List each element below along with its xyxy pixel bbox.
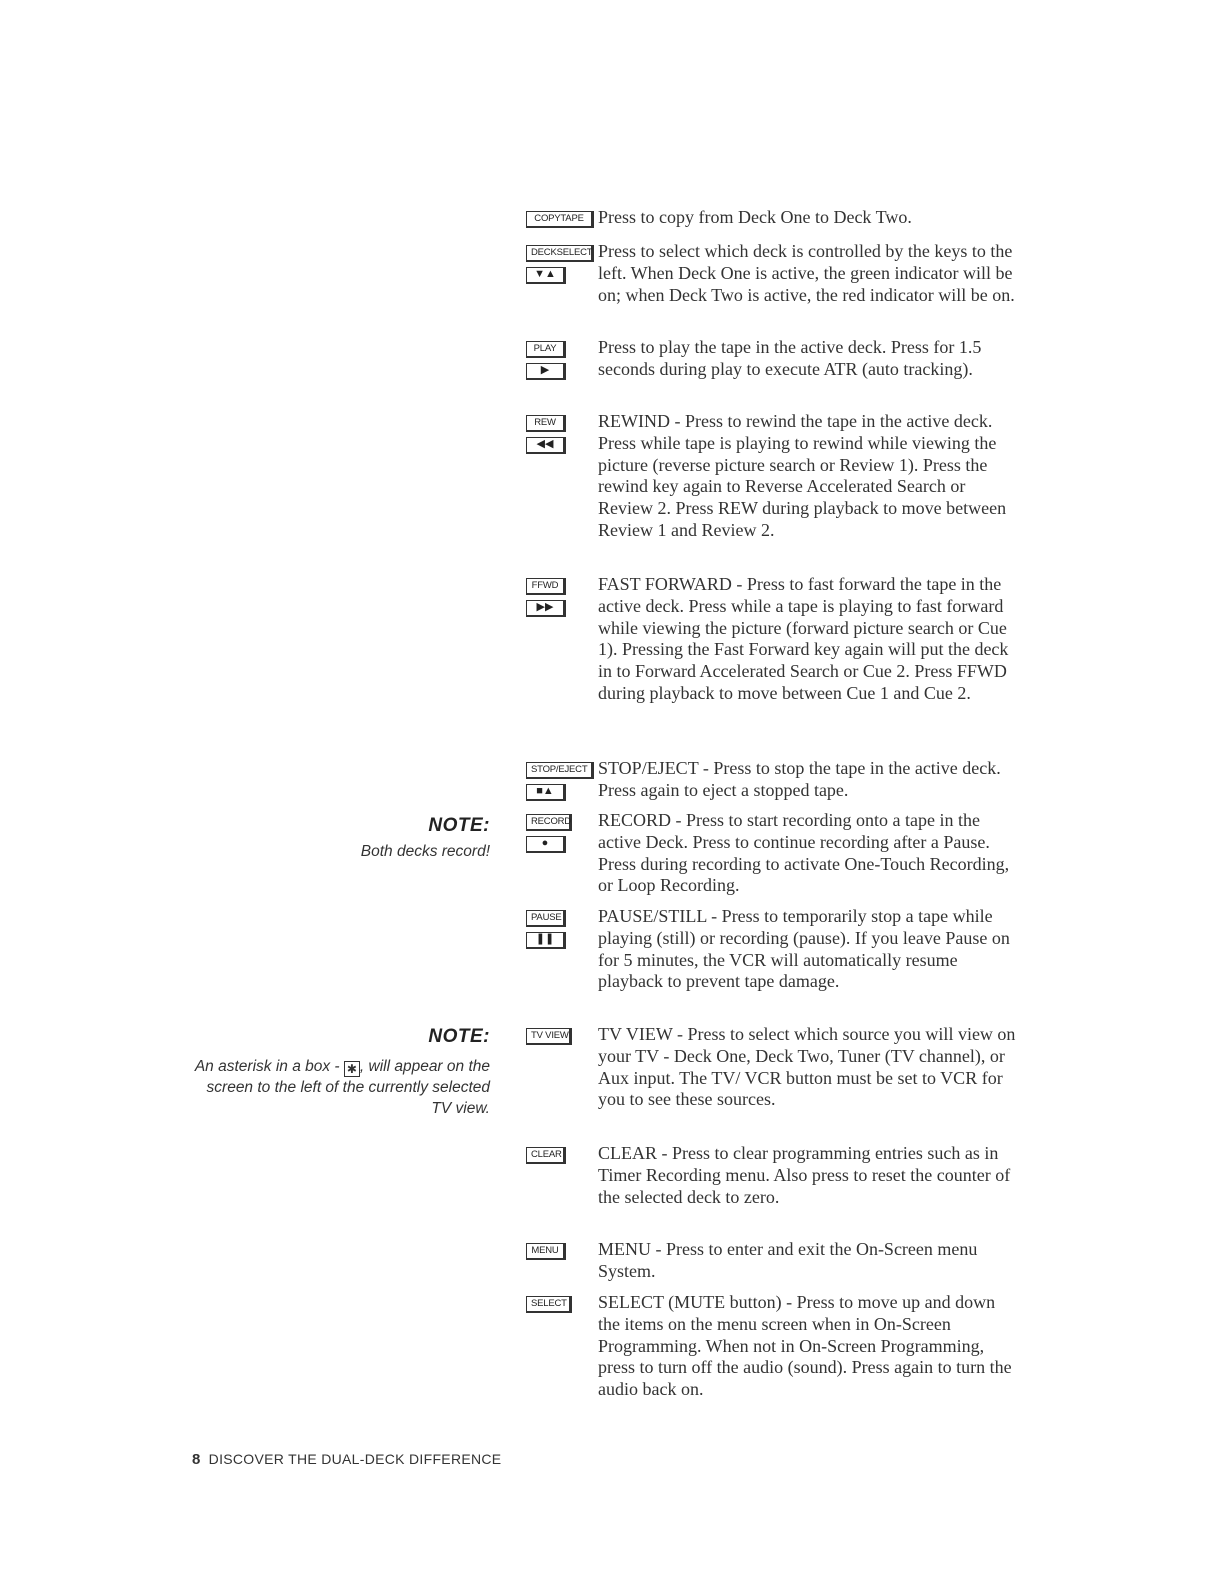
entry-text: Press to select which deck is controlled by the keys to the left. When Deck One is active, the green indicator will be on; when Deck Two is active, the red indicator will be on. xyxy=(598,241,1015,305)
rew-key: REW xyxy=(526,415,566,432)
stop-eject-icon: ■▲ xyxy=(526,784,566,801)
entry-text: FAST FORWARD - Press to fast forward the tape in the active deck. Press while a tape is playing to fast forward while viewing the picture (forward picture search or Cue 1). Pressing the Fast Forward key again will put the deck in to Forward Accelerated Search or Cue 2. Press FFWD during playback to move between Cue 1 and Cue 2. xyxy=(598,574,1009,703)
play-key: PLAY xyxy=(526,341,566,358)
deckselect-key: DECKSELECT xyxy=(526,245,594,262)
menu-key: MENU xyxy=(526,1243,566,1260)
note-text-after: , will appear on the screen to the left of the currently selected TV view. xyxy=(206,1058,490,1117)
note-title: NOTE: xyxy=(428,1026,490,1047)
deck-arrows-icon: ▼▲ xyxy=(526,267,566,284)
tv-view-key: TV VIEW xyxy=(526,1028,572,1045)
entry-text: TV VIEW - Press to select which source you will view on your TV - Deck One, Deck Two, Tuner (TV channel), or Aux input. The TV/ VCR button must be set to VCR for you to see these sources. xyxy=(598,1024,1016,1110)
rewind-icon: ◀◀ xyxy=(526,437,566,454)
select-key: SELECT xyxy=(526,1296,572,1313)
entry-text: STOP/EJECT - Press to stop the tape in the active deck. Press again to eject a stopped tape. xyxy=(598,758,1001,800)
clear-key: CLEAR xyxy=(526,1147,566,1164)
asterisk-box-icon: ✱ xyxy=(344,1061,360,1077)
note-asterisk xyxy=(190,1026,490,1119)
entry-text: REWIND - Press to rewind the tape in the active deck. Press while tape is playing to rewind while viewing the picture (reverse picture search or Review 1). Press the rewind key again to Reverse Accelerated Search or Review 2. Press REW during playback to move between Review 1 and Review 2. xyxy=(598,411,1007,540)
fast-forward-icon: ▶▶ xyxy=(526,600,566,617)
note-both-decks xyxy=(190,815,490,862)
entry-text: SELECT (MUTE button) - Press to move up and down the items on the menu screen when in On-Screen Programming. When not in On-Screen Programming, press to turn off the audio (sound). Press again to turn the audio back on. xyxy=(598,1292,1012,1400)
play-icon: ▶ xyxy=(526,363,566,380)
record-key: RECORD xyxy=(526,814,572,831)
note-title: NOTE: xyxy=(428,815,490,836)
entry-text: MENU - Press to enter and exit the On-Screen menu System. xyxy=(598,1239,978,1281)
ffwd-key: FFWD xyxy=(526,578,566,595)
record-icon: ● xyxy=(526,836,566,853)
copytape-key: COPYTAPE xyxy=(526,211,594,228)
entry-text: CLEAR - Press to clear programming entries such as in Timer Recording menu. Also press to reset the counter of the selected deck to zero. xyxy=(598,1143,1011,1207)
pause-icon: ❚❚ xyxy=(526,932,566,949)
footer-title: DISCOVER THE DUAL-DECK DIFFERENCE xyxy=(208,1451,502,1467)
note-text xyxy=(190,1056,490,1119)
pause-key: PAUSE xyxy=(526,910,566,927)
entry-text: Press to play the tape in the active deck. Press for 1.5 seconds during play to execute ATR (auto tracking). xyxy=(598,337,982,379)
entry-text: RECORD - Press to start recording onto a tape in the active Deck. Press to continue recording after a Pause. Press during recording to activate One-Touch Recording, or Loop Recording. xyxy=(598,810,1010,896)
page-number: 8 xyxy=(192,1451,201,1468)
stop-eject-key: STOP/EJECT xyxy=(526,762,594,779)
note-text: Both decks record! xyxy=(360,843,490,860)
page-footer xyxy=(192,1451,501,1468)
entry-text: PAUSE/STILL - Press to temporarily stop a tape while playing (still) or recording (pause). If you leave Pause on for 5 minutes, the VCR will automatically resume playback to prevent tape damage. xyxy=(598,906,1010,992)
note-text-before: An asterisk in a box - xyxy=(194,1058,344,1075)
entry-text: Press to copy from Deck One to Deck Two. xyxy=(598,207,912,227)
